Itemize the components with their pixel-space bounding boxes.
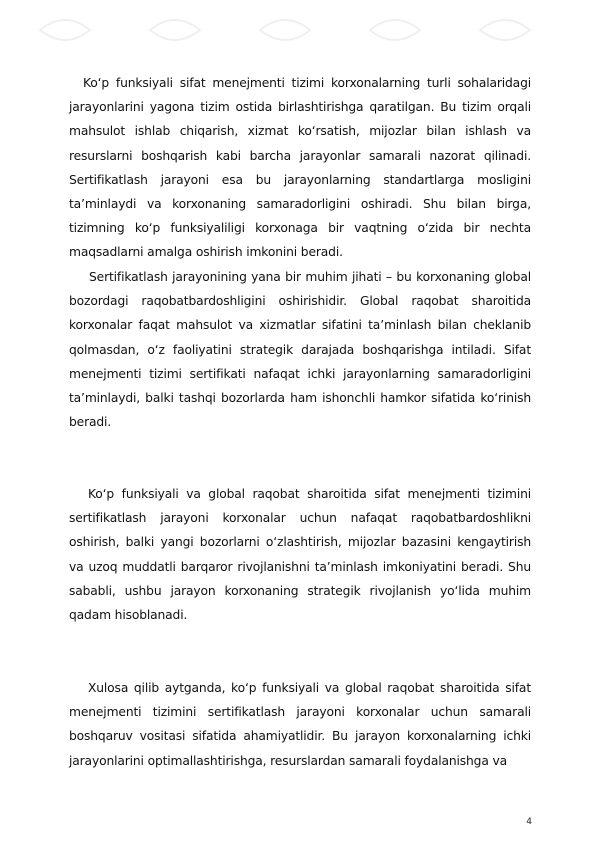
page-number: 4 bbox=[526, 817, 532, 827]
body-paragraph-4: Xulosa qilib aytganda, ko‘p funksiyali va global raqobat sharoitida sifat menejmenti tizimini sertifikatlash jarayoni korxonalar uchun samarali boshqaruv vositasi sifatida ahamiyatlidir. Bu jarayon korxonalarning ichki jarayonlarini optimallashtirishga, resurslardan samarali foydalanishga va bbox=[69, 681, 531, 768]
body-paragraph-1: Ko‘p funksiyali sifat menejmenti tizimi korxonalarning turli sohalaridagi jarayonlarini yagona tizim ostida birlashtirishga qaratilgan. Bu tizim orqali mahsulot ishlab chiqarish, xizmat ko‘rsatish, mijozlar bilan ishlash va resurslarni boshqarish kabi barcha jarayonlar samarali nazorat qilinadi. Sertifikatlash jarayoni esa bu jarayonlarning standartlarga mosligini ta’minlaydi va korxonaning samaradorligini oshiradi. Shu bilan birga, tizimning ko‘p funksiyaliligi korxonaga bir vaqtning o‘zida bir nechta maqsadlarni amalga oshirish imkonini beradi. bbox=[69, 76, 531, 260]
body-paragraph-2: Sertifikatlash jarayonining yana bir muhim jihati – bu korxonaning global bozordagi raqobatbardoshligini oshirishidir. Global raqobat sharoitida korxonalar faqat mahsulot va xizmatlar sifatini ta’minlash bilan cheklanib qolmasdan, o‘z faoliyatini strategik darajada boshqarishga intiladi. Sifat menejmenti tizimi sertifikati nafaqat ichki jarayonlarning samaradorligini ta’minlaydi, balki tashqi bozorlarda ham ishonchli hamkor sifatida ko‘rinish beradi. bbox=[69, 270, 531, 430]
body-paragraph-3: Ko‘p funksiyali va global raqobat sharoitida sifat menejmenti tizimini sertifikatlash jarayoni korxonalar uchun nafaqat raqobatbardoshlikni oshirish, balki yangi bozorlarni o‘zlashtirish, mijozlar bazasini kengaytirish va uzoq muddatli barqaror rivojlanishni ta’minlash imkoniyatini beradi. Shu sababli, ushbu jarayon korxonaning strategik rivojlanish yo‘lida muhim qadam hisoblanadi. bbox=[69, 487, 531, 623]
